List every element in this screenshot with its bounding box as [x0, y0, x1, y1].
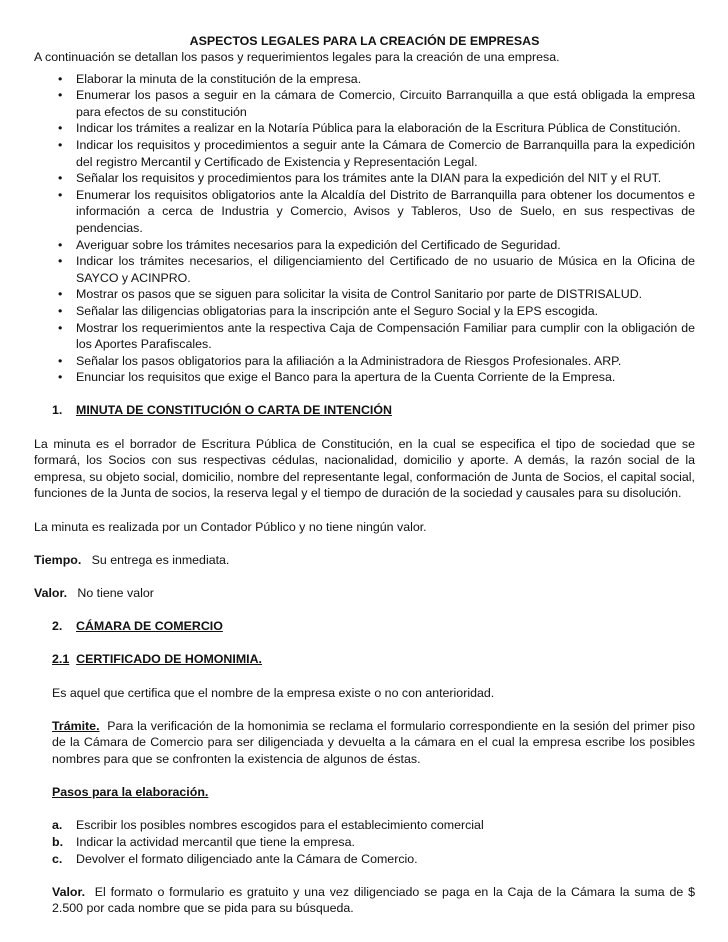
list-item-text: Señalar las diligencias obligatorias para la inscripción ante el Seguro Social y la EPS escogida. [76, 303, 599, 318]
bullet-icon: • [58, 187, 63, 202]
list-item-text: Enumerar los pasos a seguir en la cámara de Comercio, Circuito Barranquilla a que está obligada la empresa para efectos de su constitución [76, 88, 695, 119]
section-2-title: CÁMARA DE COMERCIO [76, 619, 223, 634]
list-item [34, 303, 695, 320]
list-item [34, 71, 695, 88]
intro-paragraph: A continuación se detallan los pasos y requerimientos legales para la creación de una empresa. [34, 50, 560, 64]
list-item-text: Indicar los requisitos y procedimientos a seguir ante la Cámara de Comercio de Barranquilla para la expedición del registro Mercantil y Certificado de Existencia y Representación Legal. [76, 137, 695, 169]
section-1-heading [34, 402, 695, 419]
section-1-title: MINUTA DE CONSTITUCIÓN O CARTA DE INTENCIÓN [76, 403, 392, 418]
pasos-heading: Pasos para la elaboración. [52, 785, 209, 800]
list-item [34, 353, 695, 370]
list-item-text: Señalar los pasos obligatorios para la afiliación a la Administradora de Riesgos Profesionales. ARP. [76, 353, 622, 368]
list-item [34, 170, 695, 187]
list-item-text: Elaborar la minuta de la constitución de la empresa. [76, 71, 362, 86]
tramite-paragraph [34, 718, 699, 768]
section-2-heading [34, 618, 695, 635]
list-item-text: Señalar los requisitos y procedimientos para los trámites ante la DIAN para la expedición del NIT y el RUT. [76, 171, 662, 186]
bullet-icon: • [58, 88, 63, 103]
valor-paragraph [34, 884, 699, 917]
list-item-text: Mostrar os pasos que se siguen para solicitar la visita de Control Sanitario por parte de DISTRISALUD. [76, 287, 643, 302]
bullet-icon: • [58, 353, 63, 368]
step-item [52, 851, 695, 868]
list-item-text: Indicar los trámites necesarios, el diligenciamiento del Certificado de no usuario de Música en la Oficina de SAYCO y ACINPRO. [76, 254, 695, 285]
document-page [34, 33, 699, 917]
list-item-text: Averiguar sobre los trámites necesarios para la expedición del Certificado de Seguridad. [76, 237, 561, 252]
tramite-text: Para la verificación de la homonimia se reclama el formulario correspondiente en la sesión del primer piso de la Cámara de Comercio para ser diligenciada y devuelta a la cámara en el cual la empresa escribe los posibles nombres para que se confronten la existencia de algunos de éstas. [52, 718, 699, 766]
step-text: Escribir los posibles nombres escogidos para el establecimiento comercial [76, 818, 484, 833]
list-item [34, 137, 695, 170]
step-item [52, 834, 695, 851]
bullet-icon: • [58, 137, 63, 152]
section-1-number: 1. [52, 403, 63, 418]
list-item [34, 320, 695, 353]
minuta-paragraph: La minuta es el borrador de Escritura Pública de Constitución, en la cual se especifica el tipo de sociedad que se formará, los Socios con sus respectivas cédulas, nacionalidad, domicilio y aporte. A demás, la razón social de la empresa, su objeto social, domicilio, nombre del representante legal, conformación de Junta de Socios, el capital social, funciones de la Junta de socios, la reserva legal y el tiempo de duración de la sociedad y causales para su disolución. [34, 436, 695, 501]
tiempo-label: Tiempo. [34, 552, 82, 567]
steps-list [34, 817, 695, 867]
list-item [34, 253, 695, 286]
list-item [34, 369, 695, 386]
list-item [34, 286, 695, 303]
list-item-text: Enunciar los requisitos que exige el Banco para la apertura de la Cuenta Corriente de la Empresa. [76, 370, 616, 385]
bullet-icon: • [58, 71, 63, 86]
list-item [34, 237, 695, 254]
bullet-icon: • [58, 237, 63, 252]
valor-label: Valor. [34, 586, 68, 600]
list-item-text: Indicar los trámites a realizar en la Notaría Pública para la elaboración de la Escritura Pública de Constitución. [76, 121, 681, 136]
section-2-number: 2. [52, 619, 63, 634]
requirements-list [34, 71, 695, 386]
bullet-icon: • [58, 370, 63, 385]
step-letter: b. [52, 834, 64, 849]
bullet-icon: • [58, 171, 63, 186]
homonimia-definition: Es aquel que certifica que el nombre de la empresa existe o no con anterioridad. [52, 685, 495, 700]
step-item [52, 817, 695, 834]
valor-2-label: Valor. [52, 884, 86, 899]
tramite-label: Trámite. [52, 718, 100, 733]
bullet-icon: • [58, 320, 63, 335]
bullet-icon: • [58, 121, 63, 136]
document-title: ASPECTOS LEGALES PARA LA CREACIÓN DE EMPRESAS [189, 34, 540, 48]
step-letter: a. [52, 818, 63, 833]
tiempo-line [34, 552, 695, 569]
bullet-icon: • [58, 254, 63, 269]
list-item-text: Mostrar los requerimientos ante la respectiva Caja de Compensación Familiar para cumplir con la obligación de los Aportes Parafiscales. [76, 320, 695, 352]
tiempo-text: Su entrega es inmediata. [81, 552, 230, 567]
bullet-icon: • [58, 303, 63, 318]
list-item [34, 187, 695, 237]
step-text: Indicar la actividad mercantil que tiene la empresa. [76, 834, 355, 849]
valor-text: No tiene valor [67, 586, 154, 600]
list-item [34, 87, 695, 120]
subsection-2-1-number: 2.1 [52, 652, 70, 667]
valor-line [34, 585, 695, 602]
minuta-note: La minuta es realizada por un Contador Público y no tiene ningún valor. [34, 519, 427, 534]
valor-2-text: El formato o formulario es gratuito y una vez diligenciado se paga en la Caja de la Cámara la suma de $ 2.500 por cada nombre que se pida para su búsqueda. [52, 884, 699, 916]
list-item [34, 120, 695, 137]
step-letter: c. [52, 851, 63, 866]
subsection-2-1-heading [34, 651, 695, 668]
bullet-icon: • [58, 287, 63, 302]
list-item-text: Enumerar los requisitos obligatorios ante la Alcaldía del Distrito de Barranquilla para obtener los documentos e información a cerca de Industria y Comercio, Avisos y Tableros, Uso de Suelo, en sus respectivas de pendencias. [76, 187, 695, 235]
subsection-2-1-title: CERTIFICADO DE HOMONIMIA. [76, 652, 262, 667]
step-text: Devolver el formato diligenciado ante la Cámara de Comercio. [76, 851, 418, 866]
